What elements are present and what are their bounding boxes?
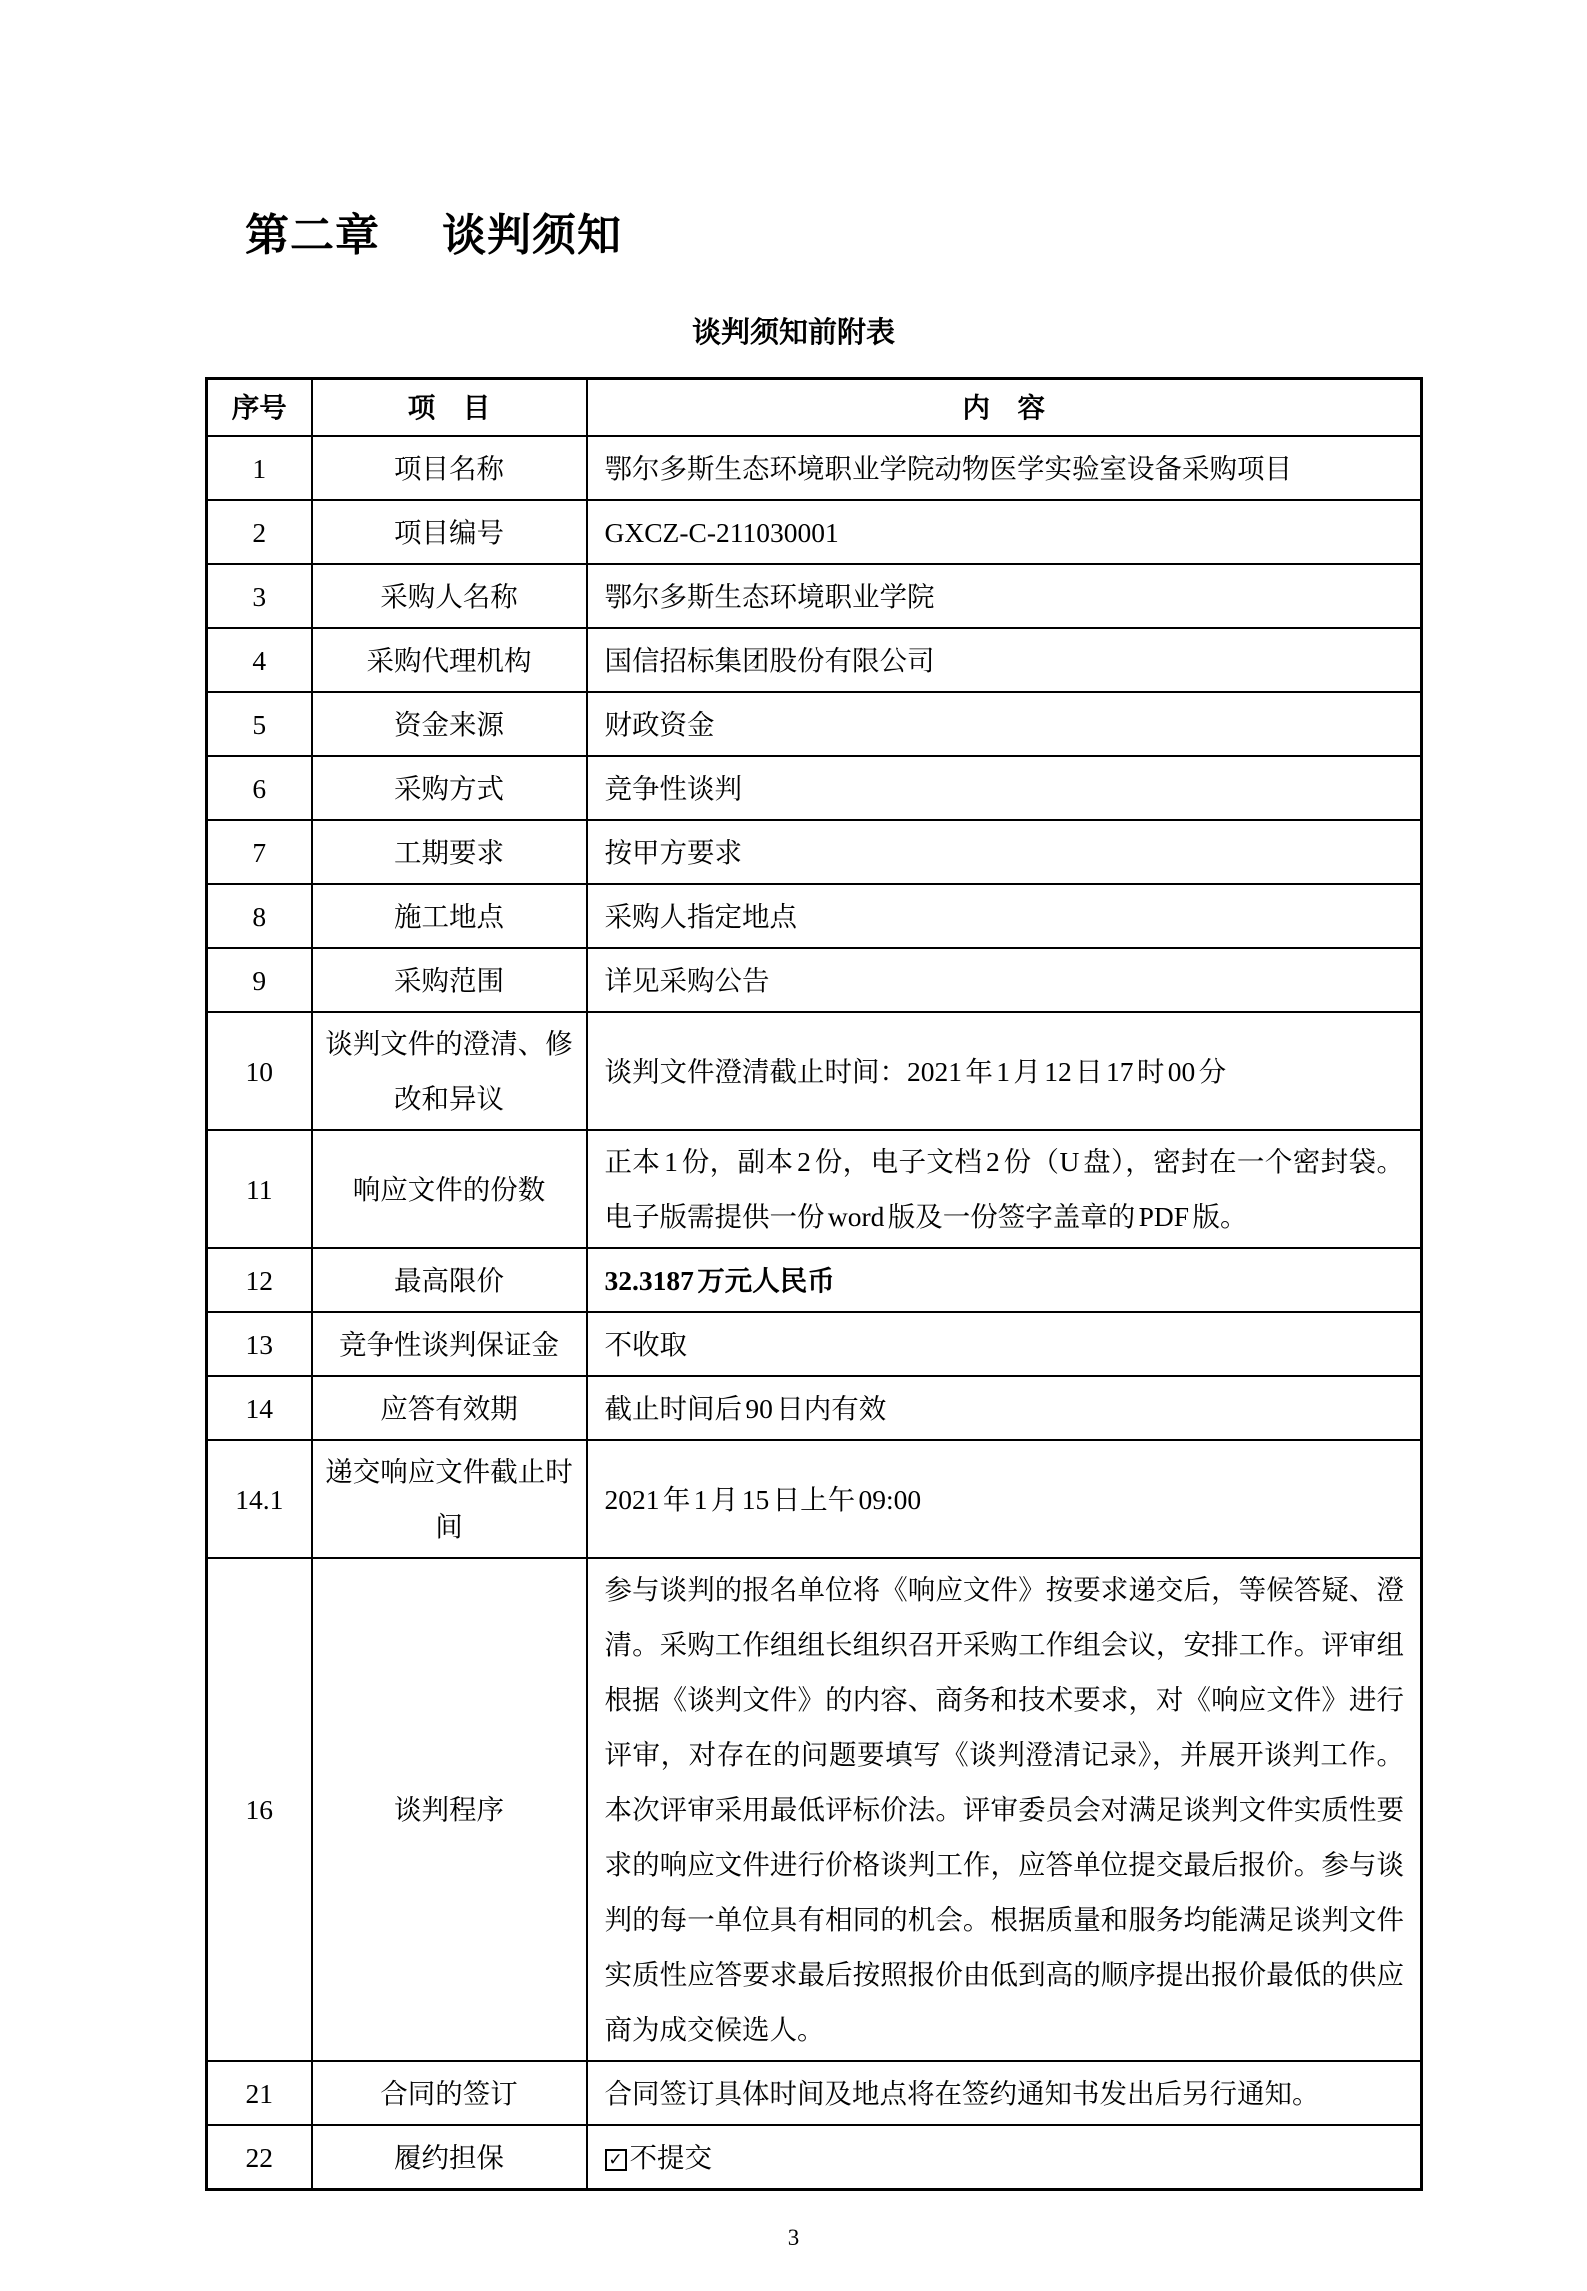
row-number-cell: 9	[207, 948, 312, 1012]
table-row	[207, 756, 1422, 820]
row-content-cell: 32.3187 万元人民币	[587, 1248, 1422, 1312]
table-row	[207, 628, 1422, 692]
table-row	[207, 500, 1422, 564]
notice-table	[205, 377, 1423, 2191]
row-number-cell: 14	[207, 1376, 312, 1440]
table-row	[207, 1440, 1422, 1558]
row-item-cell: 采购范围	[312, 948, 587, 1012]
row-number-cell: 12	[207, 1248, 312, 1312]
row-number-cell: 8	[207, 884, 312, 948]
row-number-cell: 1	[207, 436, 312, 500]
table-row	[207, 1376, 1422, 1440]
table-row	[207, 820, 1422, 884]
table-row	[207, 1012, 1422, 1130]
row-content-cell: 详见采购公告	[587, 948, 1422, 1012]
row-item-cell: 工期要求	[312, 820, 587, 884]
table-row	[207, 2061, 1422, 2125]
row-number-cell: 16	[207, 1558, 312, 2061]
table-header-row	[207, 379, 1422, 437]
row-content-cell: 竞争性谈判	[587, 756, 1422, 820]
table-row	[207, 436, 1422, 500]
row-content-cell: 采购人指定地点	[587, 884, 1422, 948]
row-content-cell: 按甲方要求	[587, 820, 1422, 884]
row-number-cell: 21	[207, 2061, 312, 2125]
chapter-name: 谈判须知	[442, 211, 622, 260]
row-item-cell: 响应文件的份数	[312, 1130, 587, 1248]
table-row	[207, 948, 1422, 1012]
row-content-cell: 谈判文件澄清截止时间：2021 年 1 月 12 日 17 时 00 分	[587, 1012, 1422, 1130]
row-item-cell: 项目名称	[312, 436, 587, 500]
row-content-cell: 正本 1 份，副本 2 份，电子文档 2 份（U 盘），密封在一个密封袋。电子版需提供一份 word 版及一份签字盖章的 PDF 版。	[587, 1130, 1422, 1248]
table-row	[207, 564, 1422, 628]
row-number-cell: 11	[207, 1130, 312, 1248]
row-item-cell: 采购人名称	[312, 564, 587, 628]
header-cell-serial: 序号	[207, 379, 312, 437]
table-row	[207, 1558, 1422, 2061]
row-content-cell: 鄂尔多斯生态环境职业学院	[587, 564, 1422, 628]
row-content-cell: 截止时间后 90 日内有效	[587, 1376, 1422, 1440]
row-item-cell: 项目编号	[312, 500, 587, 564]
row-content-cell: 2021 年 1 月 15 日上午 09:00	[587, 1440, 1422, 1558]
chapter-title	[245, 0, 1587, 260]
row-item-cell: 谈判文件的澄清、修改和异议	[312, 1012, 587, 1130]
row-content-cell: 鄂尔多斯生态环境职业学院动物医学实验室设备采购项目	[587, 436, 1422, 500]
row-number-cell: 7	[207, 820, 312, 884]
row-item-cell: 资金来源	[312, 692, 587, 756]
row-content-cell: 不收取	[587, 1312, 1422, 1376]
row-content-cell: ✓ 不提交	[587, 2125, 1422, 2190]
table-row	[207, 1130, 1422, 1248]
table-row	[207, 2125, 1422, 2190]
row-item-cell: 竞争性谈判保证金	[312, 1312, 587, 1376]
page-number: 3	[787, 2225, 800, 2251]
row-number-cell: 10	[207, 1012, 312, 1130]
table-row	[207, 1248, 1422, 1312]
row-number-cell: 22	[207, 2125, 312, 2190]
row-number-cell: 4	[207, 628, 312, 692]
row-number-cell: 2	[207, 500, 312, 564]
table-row	[207, 692, 1422, 756]
row-content-cell: GXCZ-C-211030001	[587, 500, 1422, 564]
header-cell-item: 项 目	[312, 379, 587, 437]
row-number-cell: 3	[207, 564, 312, 628]
row-number-cell: 14.1	[207, 1440, 312, 1558]
row-item-cell: 应答有效期	[312, 1376, 587, 1440]
row-item-cell: 合同的签订	[312, 2061, 587, 2125]
table-caption: 谈判须知前附表	[691, 317, 895, 350]
row-content-cell: 合同签订具体时间及地点将在签约通知书发出后另行通知。	[587, 2061, 1422, 2125]
table-row	[207, 1312, 1422, 1376]
notice-table-body	[207, 436, 1422, 2190]
row-number-cell: 6	[207, 756, 312, 820]
header-cell-content: 内 容	[587, 379, 1422, 437]
chapter-number: 第二章	[245, 211, 380, 260]
row-item-cell: 最高限价	[312, 1248, 587, 1312]
row-item-cell: 采购代理机构	[312, 628, 587, 692]
row-item-cell: 谈判程序	[312, 1558, 587, 2061]
row-item-cell: 递交响应文件截止时间	[312, 1440, 587, 1558]
row-content-cell: 参与谈判的报名单位将《响应文件》按要求递交后，等候答疑、澄清。采购工作组组长组织召开采购工作组会议，安排工作。评审组根据《谈判文件》的内容、商务和技术要求，对《响应文件》进行评审，对存在的问题要填写《谈判澄清记录》，并展开谈判工作。本次评审采用最低评标价法。评审委员会对满足谈判文件实质性要求的响应文件进行价格谈判工作，应答单位提交最后报价。参与谈判的每一单位具有相同的机会。根据质量和服务均能满足谈判文件实质性应答要求最后按照报价由低到高的顺序提出报价最低的供应商为成交候选人。	[587, 1558, 1422, 2061]
checked-checkbox-icon: ✓	[605, 2149, 627, 2171]
row-content-cell: 国信招标集团股份有限公司	[587, 628, 1422, 692]
row-item-cell: 施工地点	[312, 884, 587, 948]
row-item-cell: 采购方式	[312, 756, 587, 820]
row-item-cell: 履约担保	[312, 2125, 587, 2190]
row-number-cell: 5	[207, 692, 312, 756]
table-row	[207, 884, 1422, 948]
row-content-cell: 财政资金	[587, 692, 1422, 756]
row-number-cell: 13	[207, 1312, 312, 1376]
